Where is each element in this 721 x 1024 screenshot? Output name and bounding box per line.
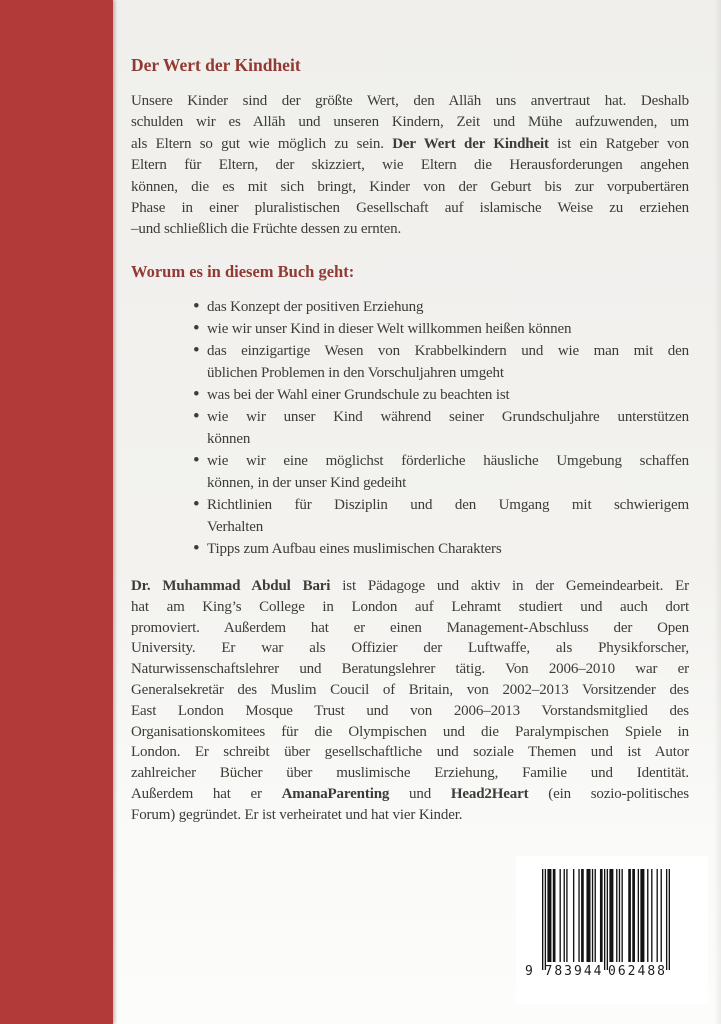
text-line: –und schließlich die Früchte dessen zu ernten. [131, 221, 402, 238]
text-line: Organisationskomitees für die Olympischen und die Paralympischen Spiele in [131, 723, 689, 740]
text-line: können [207, 431, 251, 447]
list-item [195, 406, 689, 450]
barcode-number [525, 964, 670, 980]
list-item-text [207, 494, 689, 538]
list-item-text [207, 384, 689, 406]
text-line: Naturwissenschaftslehrer und Beratungslehrer tätig. Von 2006–2010 war er [131, 661, 689, 678]
bullet-dot-icon: • [193, 340, 200, 361]
text-line: was bei der Wahl einer Grundschule zu beachten ist [207, 387, 510, 403]
text-line: zahlreicher Bücher über muslimische Erziehung, Familie und Identität. [131, 765, 689, 782]
text-line: Verhalten [207, 519, 264, 535]
bullet-dot-icon: • [193, 384, 200, 405]
barcode-bars [542, 869, 670, 970]
text-line: üblichen Problemen in den Vorschuljahren umgeht [207, 365, 504, 381]
text-line: Generalsekretär des Muslim Coucil of Britain, von 2002–2013 Vorsitzender des [131, 681, 689, 698]
list-item-text [207, 340, 689, 384]
text-line: können, in der unser Kind gedeiht [207, 475, 407, 491]
bullet-dot-icon: • [193, 494, 200, 515]
text-line: Unsere Kinder sind der größte Wert, den Allāh uns anvertraut hat. Deshalb [131, 93, 689, 109]
text-line: das Konzept der positiven Erziehung [207, 299, 424, 315]
barcode-digit-group: 062488 [608, 964, 667, 979]
contents-heading: Worum es in diesem Buch geht: [131, 262, 355, 281]
barcode-digit-group: 9 [525, 964, 533, 979]
text-line: East London Mosque Trust und von 2006–2013 Vorstandsmitglied des [131, 702, 689, 719]
bullet-dot-icon: • [193, 318, 200, 339]
text-line: können, die es mit sich bringt, Kinder von der Geburt bis zur vorpubertären [131, 178, 689, 195]
text-line: wie wir unser Kind während seiner Grundschuljahre unterstützen [207, 409, 689, 425]
text-line: hat am King’s College in London auf Lehramt studiert und auch dort [131, 598, 689, 615]
list-item-text [207, 296, 689, 318]
text-line: Phase in einer pluralistischen Gesellschaft auf islamische Weise zu erziehen [131, 200, 689, 217]
list-item [195, 538, 689, 560]
book-title: Der Wert der Kindheit [131, 55, 301, 75]
text-line: London. Er schreibt über gesellschaftliche und soziale Themen und ist Autor [131, 744, 689, 761]
text-line: als Eltern so gut wie möglich zu sein. Der Wert der Kindheit ist ein Ratgeber von [131, 135, 689, 152]
text-line: wie wir unser Kind in dieser Welt willkommen heißen können [207, 321, 572, 337]
list-item-text [207, 318, 689, 340]
bullet-dot-icon: • [193, 450, 200, 471]
list-item [195, 494, 689, 538]
text-line: Richtlinien für Disziplin und den Umgang mit schwierigem [207, 497, 689, 513]
barcode [516, 856, 708, 1004]
text-line: University. Er war als Offizier der Luftwaffe, als Physikforscher, [131, 640, 689, 657]
list-item-text [207, 538, 689, 560]
list-item [195, 296, 689, 318]
barcode-digit-group: 783944 [544, 964, 604, 979]
text-line: Forum) gegründet. Er ist verheiratet und hat vier Kinder. [131, 806, 463, 823]
contents-list [195, 296, 689, 560]
text-line: Eltern für Eltern, der skizziert, wie Eltern die Herausforderungen angehen [131, 157, 689, 174]
list-item-text [207, 450, 689, 494]
list-item [195, 384, 689, 406]
bullet-dot-icon: • [193, 538, 200, 559]
list-item [195, 450, 689, 494]
text-line: schulden wir es Allāh und unseren Kindern, Zeit und Mühe aufzuwenden, um [131, 114, 689, 131]
list-item [195, 340, 689, 384]
text-line: das einzigartige Wesen von Krabbelkindern und wie man mit den [207, 343, 689, 359]
bullet-dot-icon: • [193, 296, 200, 317]
list-item-text [207, 406, 689, 450]
text-line: Dr. Muhammad Abdul Bari ist Pädagoge und aktiv in der Gemeindearbeit. Er [131, 578, 689, 594]
text-line: promoviert. Außerdem hat er einen Management-Abschluss der Open [131, 619, 689, 636]
text-line: wie wir eine möglichst förderliche häusliche Umgebung schaffen [207, 453, 689, 469]
author-bio [131, 576, 689, 826]
text-line: Tipps zum Aufbau eines muslimischen Charakters [207, 541, 502, 557]
text-line: Außerdem hat er AmanaParenting und Head2Heart (ein sozio-politisches [131, 785, 689, 802]
bullet-dot-icon: • [193, 406, 200, 427]
list-item [195, 318, 689, 340]
spine-stripe [0, 0, 113, 1024]
intro-paragraph [131, 91, 689, 241]
